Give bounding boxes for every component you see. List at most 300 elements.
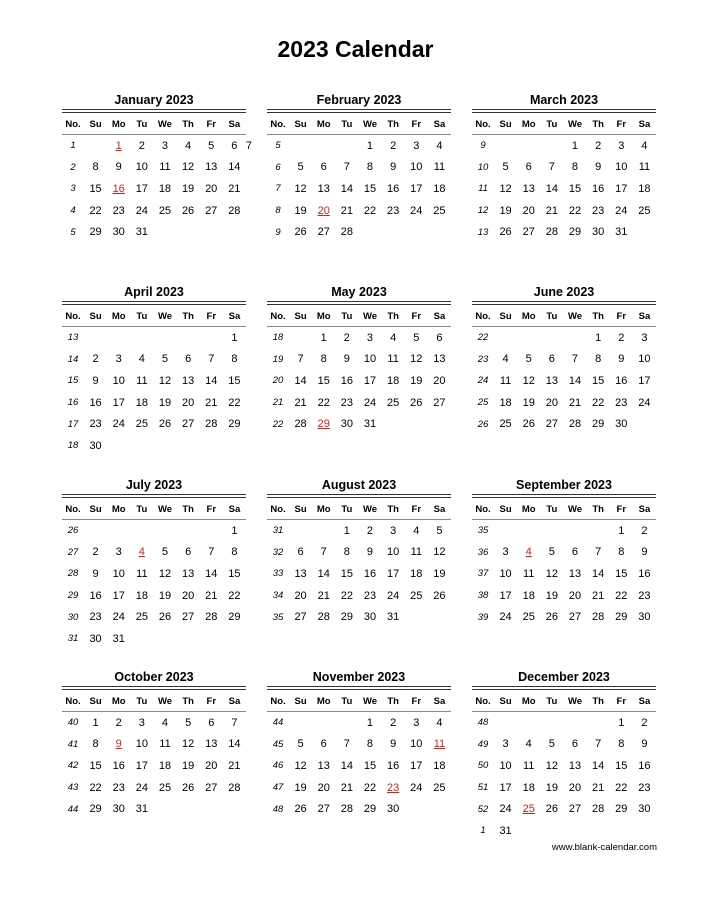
day-cell: 28 [228,781,241,794]
weekday-header: We [358,692,381,712]
day-cell: 21 [545,204,558,217]
week-row [472,585,656,607]
day-cell: 23 [638,589,651,602]
day-cell: 28 [592,803,605,816]
day-cell: 8 [343,546,350,559]
day-cell: 17 [135,182,148,195]
week-row [472,178,656,200]
day-cell: 14 [228,161,241,174]
empty-day-cell [517,135,540,157]
week-number: 29 [67,590,79,602]
day-cell: 6 [525,161,532,174]
day-cell: 4 [161,716,169,729]
day-cell: 18 [135,589,148,602]
week-row [472,542,656,564]
weekday-header: Fr [405,692,428,712]
day-cell: 10 [135,161,148,174]
empty-day-cell [289,135,312,157]
weekday-header: Fr [200,115,223,135]
day-cell: 28 [228,204,241,217]
day-cell: 4 [436,139,443,152]
day-cell: 15 [363,759,377,772]
day-cell: 13 [568,759,582,772]
day-cell: 18 [433,182,446,195]
week-number: 42 [67,760,79,772]
day-cell: 7 [343,161,350,174]
week-number: 44 [67,803,79,815]
day-cell: 20 [568,781,582,794]
empty-day-cell [153,798,176,820]
weekday-header: Mo [517,500,540,520]
day-cell: 7 [231,716,238,729]
day-cell: 3 [502,546,509,559]
week-number: 8 [275,205,281,217]
day-cell: 24 [112,611,125,624]
holiday-day-cell: 11 [433,738,446,751]
empty-day-cell [200,520,223,542]
week-number: 1 [70,140,76,152]
empty-day-cell [587,712,610,734]
empty-day-cell [610,820,633,842]
day-cell: 2 [343,331,350,344]
day-cell: 8 [231,353,238,366]
empty-day-cell [428,413,451,435]
holiday-day-cell: 29 [317,418,330,431]
month-name: September 2023 [516,478,612,492]
weekday-header: Th [382,692,405,712]
week-row [62,798,246,820]
week-number: 34 [272,590,284,602]
day-cell: 18 [158,182,172,195]
week-row [472,798,656,820]
day-cell: 27 [433,396,446,409]
weekday-header: Mo [517,307,540,327]
day-cell: 21 [205,589,218,602]
week-row [472,327,656,349]
weekday-header: Su [84,307,107,327]
empty-day-cell [177,327,200,349]
day-cell: 7 [595,738,602,751]
day-cell: 14 [205,567,218,580]
empty-day-cell [153,221,176,243]
day-cell: 5 [161,353,169,366]
empty-day-cell [153,628,176,650]
week-row [472,413,656,435]
weekday-header: No. [472,500,494,520]
weekday-header: Tu [540,307,563,327]
week-number: 5 [70,226,76,238]
day-cell: 25 [433,781,446,794]
weekday-header: Su [84,692,107,712]
day-cell: 13 [205,738,218,751]
week-number: 45 [272,738,284,750]
day-cell: 31 [615,226,628,239]
day-cell: 26 [158,611,172,624]
week-number: 38 [477,590,489,602]
day-cell: 4 [185,139,192,152]
day-cell: 4 [525,738,532,751]
weekday-header-row [472,115,656,135]
day-cell: 6 [185,353,192,366]
day-cell: 16 [638,567,651,580]
weekday-header: Th [587,307,610,327]
week-number: 9 [275,226,281,238]
weekday-header-row [267,692,451,712]
week-number: 22 [272,418,284,430]
weekday-header: Sa [633,307,656,327]
weekday-header: Su [289,115,312,135]
day-cell: 11 [638,161,651,174]
holiday-day-cell: 4 [525,546,532,559]
weekday-header: Th [177,307,200,327]
day-cell: 26 [499,226,512,239]
week-row [472,820,656,842]
day-cell: 12 [545,567,558,580]
weekday-header: Fr [405,307,428,327]
day-cell: 8 [92,738,99,751]
day-cell: 10 [410,738,423,751]
week-number: 16 [67,397,79,409]
month-divider [62,494,246,498]
weekday-header: Th [177,692,200,712]
day-cell: 20 [205,182,218,195]
day-cell: 5 [502,161,509,174]
day-cell: 22 [363,781,377,794]
day-cell: 1 [366,139,374,152]
holiday-day-cell: 16 [112,182,125,195]
day-cell: 19 [433,567,446,580]
day-cell: 2 [92,546,99,559]
week-row [267,178,451,200]
empty-day-cell [633,820,656,842]
day-cell: 13 [294,567,307,580]
month-name: April 2023 [124,285,184,299]
day-cell: 14 [545,182,558,195]
empty-day-cell [405,798,428,820]
week-row [472,221,656,243]
day-cell: 22 [89,781,102,794]
empty-day-cell [517,712,540,734]
day-cell: 8 [92,161,99,174]
day-cell: 22 [228,589,241,602]
day-cell: 17 [615,182,628,195]
week-number: 41 [67,738,79,750]
week-row [472,392,656,414]
weekday-header-row [62,692,246,712]
day-cell: 29 [340,611,353,624]
day-cell: 3 [138,716,145,729]
day-cell: 3 [413,139,420,152]
empty-day-cell [494,327,517,349]
day-cell: 23 [89,418,102,431]
day-cell: 2 [641,716,648,729]
day-cell: 11 [387,353,399,366]
day-cell: 25 [387,396,400,409]
week-number: 18 [272,332,284,344]
holiday-day-cell: 4 [138,546,145,559]
day-cell: 20 [317,781,330,794]
day-cell: 30 [112,226,125,239]
weekday-header: No. [62,307,84,327]
month-name: May 2023 [331,285,387,299]
day-cell: 7 [548,161,555,174]
week-row [267,157,451,179]
week-number: 26 [477,418,489,430]
day-cell: 15 [340,567,353,580]
weekday-header: Tu [335,115,358,135]
week-row [62,585,246,607]
day-cell: 12 [182,738,195,751]
empty-day-cell [130,327,153,349]
day-cell: 16 [615,374,628,387]
day-cell: 21 [317,589,330,602]
week-row [62,135,246,157]
day-cell: 14 [568,374,582,387]
month-block [267,477,451,628]
day-cell: 5 [185,716,192,729]
week-number: 51 [477,782,489,794]
day-cell: 24 [410,204,423,217]
week-number: 10 [477,161,489,173]
day-cell: 28 [568,418,582,431]
empty-day-cell [177,798,200,820]
day-cell: 24 [499,803,512,816]
week-row [472,755,656,777]
week-number: 21 [272,397,284,409]
month-table [62,307,246,457]
weekday-header: We [153,115,176,135]
month-name: October 2023 [114,670,194,684]
empty-day-cell [84,520,107,542]
day-cell: 3 [502,738,509,751]
day-cell: 1 [231,524,238,537]
day-cell: 9 [390,161,397,174]
week-row [62,755,246,777]
month-block [472,284,656,435]
weekday-header-row [267,500,451,520]
empty-day-cell [563,327,586,349]
empty-day-cell [405,221,428,243]
day-cell: 14 [228,738,241,751]
day-cell: 27 [568,803,582,816]
day-cell: 24 [499,611,512,624]
day-cell: 9 [92,374,99,387]
day-cell: 20 [182,589,195,602]
weekday-header: Th [382,115,405,135]
day-cell: 2 [618,331,625,344]
day-cell: 2 [641,524,648,537]
day-cell: 3 [641,331,648,344]
day-cell: 14 [340,182,353,195]
month-name: January 2023 [114,93,194,107]
empty-day-cell [587,820,610,842]
week-row [62,520,246,542]
day-cell: 26 [182,781,195,794]
day-cell: 20 [294,589,307,602]
weekday-header-row [62,307,246,327]
day-cell: 2 [115,716,122,729]
month-divider [62,301,246,305]
month-block [62,92,252,243]
weekday-header: Su [289,692,312,712]
weekday-header: Tu [335,307,358,327]
weekday-header: Tu [540,500,563,520]
day-cell: 12 [181,161,195,174]
day-cell: 4 [390,331,397,344]
month-table [62,692,246,820]
day-cell: 15 [592,374,605,387]
month-divider [472,494,656,498]
day-cell: 11 [410,546,422,559]
day-cell: 1 [571,139,579,152]
day-cell: 11 [159,738,171,751]
empty-day-cell [200,435,223,457]
week-number: 22 [477,332,489,344]
day-cell: 7 [208,546,215,559]
day-cell: 23 [89,611,102,624]
weekday-header: Th [587,692,610,712]
weekday-header: We [563,307,586,327]
week-number: 25 [477,397,489,409]
day-cell: 6 [208,716,215,729]
day-cell: 6 [320,161,327,174]
day-cell: 21 [340,204,353,217]
day-cell: 29 [615,611,628,624]
empty-day-cell [405,606,428,628]
weekday-header-row [472,500,656,520]
day-cell: 25 [410,589,423,602]
week-number: 13 [67,332,79,344]
day-cell: 21 [228,759,241,772]
day-cell: 1 [343,524,350,537]
day-cell: 1 [618,716,625,729]
day-cell: 13 [545,374,558,387]
day-cell: 3 [161,139,168,152]
day-cell: 10 [112,567,125,580]
day-cell: 31 [387,611,400,624]
day-cell: 21 [294,396,307,409]
week-row [472,520,656,542]
empty-day-cell [130,520,153,542]
day-cell: 26 [181,204,195,217]
weekday-header-row [62,115,246,135]
week-row [267,563,451,585]
day-cell: 30 [89,439,102,452]
day-cell: 11 [523,759,535,772]
day-cell: 18 [135,396,148,409]
empty-day-cell [517,520,540,542]
day-cell: 2 [390,716,397,729]
weekday-header: Mo [517,692,540,712]
week-row [472,606,656,628]
day-cell: 23 [387,204,400,217]
day-cell: 15 [568,182,582,195]
day-cell: 21 [568,396,582,409]
day-cell: 29 [89,226,102,239]
day-cell: 28 [592,611,605,624]
weekday-header: No. [267,307,289,327]
weekday-header-row [472,307,656,327]
weekday-header: Sa [428,692,451,712]
holiday-day-cell: 23 [387,781,400,794]
weekday-header: Fr [200,307,223,327]
day-cell: 22 [615,781,628,794]
month-name: March 2023 [529,93,599,107]
day-cell: 11 [159,161,171,174]
day-cell: 22 [89,204,102,217]
day-cell: 27 [522,226,535,239]
week-number: 46 [272,760,284,772]
day-cell: 25 [135,418,148,431]
day-cell: 19 [158,396,172,409]
day-cell: 20 [522,204,535,217]
weekday-header: Th [177,500,200,520]
day-cell: 6 [185,546,192,559]
day-cell: 24 [638,396,651,409]
weekday-header: Fr [610,115,633,135]
day-cell: 17 [387,567,400,580]
day-cell: 19 [158,589,172,602]
week-row [472,157,656,179]
day-cell: 8 [366,738,374,751]
weekday-header: We [358,307,381,327]
day-cell: 16 [340,374,353,387]
day-cell: 23 [363,589,377,602]
day-cell: 26 [294,803,307,816]
empty-day-cell [200,221,223,243]
month-divider [62,686,246,690]
day-cell: 24 [363,396,377,409]
month-name: August 2023 [321,478,397,492]
weekday-header: We [358,115,381,135]
day-cell: 19 [545,781,558,794]
day-cell: 8 [618,546,625,559]
weekday-header: Th [382,500,405,520]
weekday-header: Sa [223,115,246,135]
weekday-header: We [358,500,381,520]
day-cell: 13 [182,374,195,387]
week-row [62,221,246,243]
day-cell: 14 [317,567,330,580]
weekday-header: No. [62,692,84,712]
weekday-header: Su [84,500,107,520]
day-cell: 10 [499,567,512,580]
week-row [472,135,656,157]
day-cell: 1 [92,716,99,729]
day-cell: 26 [522,418,535,431]
day-cell: 3 [618,139,625,152]
month-name: December 2023 [518,670,610,684]
day-cell: 27 [545,418,558,431]
weekday-header: Su [494,115,517,135]
weekday-header: Su [494,500,517,520]
empty-day-cell [177,520,200,542]
day-cell: 23 [112,781,125,794]
month-block [472,669,656,842]
day-cell: 11 [523,567,535,580]
week-row [267,777,451,799]
day-cell: 13 [317,759,330,772]
day-cell: 4 [138,353,145,366]
empty-day-cell [107,435,130,457]
week-row [267,392,451,414]
month-name: June 2023 [533,285,595,299]
day-cell: 12 [433,546,446,559]
day-cell: 9 [595,161,602,174]
day-cell: 29 [89,803,102,816]
day-cell: 24 [615,204,628,217]
week-number: 1 [480,825,486,837]
